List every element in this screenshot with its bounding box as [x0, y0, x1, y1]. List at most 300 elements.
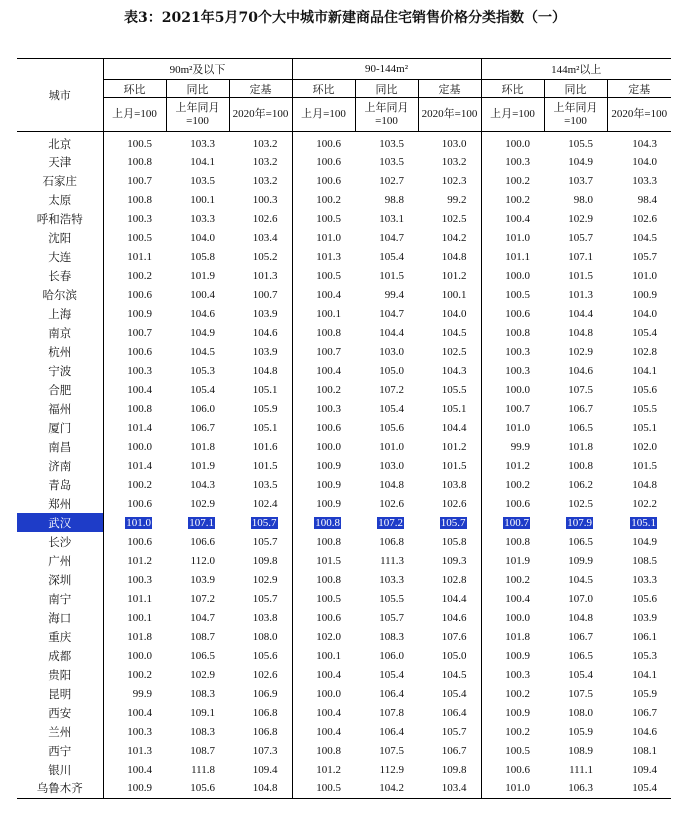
index-value [544, 361, 607, 380]
index-value-text: 103.9 [252, 307, 278, 320]
index-value-text: 106.4 [379, 687, 404, 700]
city-name: 呼和浩特 [17, 209, 103, 228]
index-value [103, 684, 166, 703]
index-value [292, 266, 355, 285]
index-value-text: 106.5 [190, 649, 215, 662]
index-value-text: 105.8 [441, 535, 467, 548]
index-value-text: 100.5 [316, 782, 341, 795]
index-value-text: 100.6 [127, 345, 152, 358]
index-value-text: 109.8 [252, 554, 278, 567]
index-value [481, 380, 544, 399]
index-value-text: 104.8 [568, 611, 594, 624]
index-value [229, 304, 292, 323]
index-value [481, 589, 544, 608]
header-city: 城市 [17, 59, 103, 132]
index-value [481, 703, 544, 722]
index-value-text: 108.1 [632, 744, 658, 757]
index-value [229, 589, 292, 608]
index-value-text: 102.9 [568, 212, 594, 225]
index-value-text: 100.2 [505, 193, 531, 206]
index-value [355, 551, 418, 570]
index-value-text: 106.5 [568, 421, 594, 434]
index-value [103, 399, 166, 418]
index-value-text: 105.4 [379, 668, 404, 681]
index-value [103, 608, 166, 627]
index-value [103, 494, 166, 513]
index-value-text: 106.6 [190, 535, 215, 548]
index-value-text: 100.0 [505, 611, 531, 624]
index-value [355, 456, 418, 475]
index-value [544, 532, 607, 551]
index-value-text: 100.0 [127, 440, 152, 453]
index-value-text: 105.6 [252, 649, 278, 662]
index-value-text: 102.6 [252, 668, 278, 681]
index-value-text: 100.4 [316, 706, 341, 719]
index-value [292, 342, 355, 361]
index-value [229, 456, 292, 475]
index-value [166, 494, 229, 513]
index-value-text: 105.7 [252, 592, 278, 605]
index-value-text: 101.4 [127, 421, 152, 434]
header-yoy: 同比 [355, 80, 418, 98]
index-value-text: 100.6 [127, 288, 152, 301]
index-value-text: 100.6 [505, 497, 531, 510]
table-row [17, 361, 671, 380]
index-value [544, 171, 607, 190]
index-value [103, 323, 166, 342]
index-value-text: 103.0 [441, 138, 467, 150]
index-value [418, 608, 481, 627]
index-value-text: 104.2 [379, 782, 404, 795]
index-value [166, 380, 229, 399]
index-value [607, 646, 671, 665]
index-value [607, 494, 671, 513]
index-value-text: 102.6 [632, 212, 658, 225]
index-value-text: 100.8 [127, 155, 152, 168]
index-value-text: 107.6 [441, 630, 467, 643]
index-value-text: 103.9 [252, 345, 278, 358]
city-name: 贵阳 [17, 665, 103, 684]
index-value-text: 100.4 [190, 288, 215, 301]
index-value [607, 665, 671, 684]
index-value [355, 171, 418, 190]
index-value [481, 475, 544, 494]
index-value-text: 103.4 [252, 231, 278, 244]
index-value [418, 190, 481, 209]
city-name: 石家庄 [17, 171, 103, 190]
index-value-text: 100.1 [316, 649, 341, 662]
index-value [292, 532, 355, 551]
index-value [166, 608, 229, 627]
index-value-text: 100.3 [252, 193, 278, 206]
index-value-text: 100.8 [505, 535, 531, 548]
index-value [544, 266, 607, 285]
index-value [418, 285, 481, 304]
index-value [166, 722, 229, 741]
index-value-text: 106.2 [568, 478, 594, 491]
index-value-text: 109.9 [568, 554, 594, 567]
index-value-text: 106.0 [379, 649, 404, 662]
index-value [355, 779, 418, 798]
index-value-text: 109.4 [632, 763, 658, 776]
index-value-text: 105.4 [632, 326, 658, 339]
index-value [103, 361, 166, 380]
index-value-text: 101.5 [632, 459, 658, 472]
index-value-text: 103.4 [441, 782, 467, 795]
index-value-text: 103.7 [568, 174, 594, 187]
index-value [103, 152, 166, 171]
index-value-text: 100.6 [316, 421, 341, 434]
index-value [166, 741, 229, 760]
index-value [166, 228, 229, 247]
city-name: 长沙 [17, 532, 103, 551]
index-value [544, 646, 607, 665]
city-name: 南京 [17, 323, 103, 342]
table-row [17, 741, 671, 760]
index-value-text: 100.4 [316, 725, 341, 738]
table-row [17, 323, 671, 342]
index-value [103, 304, 166, 323]
index-value-text: 101.5 [441, 459, 467, 472]
index-value [103, 209, 166, 228]
index-value [607, 722, 671, 741]
index-value-text: 104.7 [190, 611, 215, 624]
city-name: 沈阳 [17, 228, 103, 247]
index-value-text: 102.0 [316, 630, 341, 643]
index-value-text: 101.5 [568, 269, 594, 282]
index-value-text: 100.4 [127, 706, 152, 719]
index-value-text: 102.4 [252, 497, 278, 510]
index-value [292, 152, 355, 171]
index-value [481, 247, 544, 266]
index-value [544, 741, 607, 760]
index-value-text: 100.5 [127, 231, 152, 244]
index-value-text: 100.0 [505, 138, 531, 150]
index-value [355, 627, 418, 646]
index-value [229, 132, 292, 153]
header-yoy: 同比 [544, 80, 607, 98]
header-base-prev-year: 上年同月=100 [166, 98, 229, 132]
index-value-text: 104.8 [568, 326, 594, 339]
index-value [166, 665, 229, 684]
index-value-text: 104.1 [632, 364, 658, 377]
header-mom: 环比 [292, 80, 355, 98]
index-value [607, 608, 671, 627]
index-value [355, 532, 418, 551]
table-row [17, 779, 671, 798]
index-value-text: 107.2 [190, 592, 215, 605]
index-value-text: 109.1 [190, 706, 215, 719]
index-value [481, 570, 544, 589]
index-value [481, 304, 544, 323]
index-value-text: 100.9 [316, 459, 341, 472]
index-value-text: 100.0 [316, 440, 341, 453]
index-value [103, 418, 166, 437]
index-value [544, 323, 607, 342]
index-value-text: 101.9 [190, 269, 215, 282]
index-value-text: 100.9 [127, 782, 152, 795]
index-value-text: 100.3 [316, 402, 341, 415]
index-value-text: 104.5 [441, 326, 467, 339]
index-value [229, 418, 292, 437]
index-value-text: 102.0 [632, 440, 658, 453]
index-value-text: 100.2 [127, 668, 152, 681]
index-value-text: 104.0 [632, 307, 658, 320]
index-value [355, 399, 418, 418]
index-value [418, 323, 481, 342]
city-name: 宁波 [17, 361, 103, 380]
index-value-text: 106.4 [441, 706, 467, 719]
index-value-text: 100.0 [505, 383, 531, 396]
index-value-text: 104.6 [568, 364, 594, 377]
index-value [292, 665, 355, 684]
index-value-text: 100.2 [505, 174, 531, 187]
index-value [166, 532, 229, 551]
index-value [418, 266, 481, 285]
index-value-text: 100.3 [505, 668, 531, 681]
index-value-text: 105.4 [379, 402, 404, 415]
index-value [418, 152, 481, 171]
index-value [481, 684, 544, 703]
index-value [418, 551, 481, 570]
index-value [418, 627, 481, 646]
index-value [229, 380, 292, 399]
index-value-text: 106.3 [568, 782, 594, 795]
index-value [292, 209, 355, 228]
index-value [292, 456, 355, 475]
index-value [418, 456, 481, 475]
index-value-text: 102.7 [379, 174, 404, 187]
index-value [292, 399, 355, 418]
index-value-text: 98.0 [573, 193, 594, 206]
table-row [17, 646, 671, 665]
index-value-text: 104.4 [568, 307, 594, 320]
header-base: 定基 [418, 80, 481, 98]
table-row [17, 684, 671, 703]
index-value [418, 171, 481, 190]
index-value [355, 285, 418, 304]
index-value [481, 646, 544, 665]
index-value [229, 494, 292, 513]
index-value [229, 228, 292, 247]
index-value [418, 722, 481, 741]
index-value-text: 106.0 [190, 402, 215, 415]
index-value [103, 627, 166, 646]
index-value-text: 100.7 [505, 402, 531, 415]
index-value [355, 418, 418, 437]
table-row [17, 209, 671, 228]
index-value-text: 103.1 [379, 212, 404, 225]
index-value-text: 105.7 [441, 725, 467, 738]
index-value [418, 418, 481, 437]
index-value [229, 209, 292, 228]
index-value-text: 100.8 [127, 193, 152, 206]
index-value [607, 456, 671, 475]
city-name: 太原 [17, 190, 103, 209]
index-value [418, 665, 481, 684]
index-value-text: 99.9 [510, 440, 531, 453]
index-value-text: 101.8 [505, 630, 531, 643]
index-value-text: 101.6 [252, 440, 278, 453]
index-value-text: 107.5 [379, 744, 404, 757]
index-value [607, 380, 671, 399]
index-value-text: 105.5 [568, 138, 594, 150]
index-value-text: 100.3 [127, 364, 152, 377]
index-value [292, 190, 355, 209]
index-value [103, 132, 166, 153]
index-value [607, 741, 671, 760]
index-value [229, 608, 292, 627]
index-value [418, 437, 481, 456]
index-value [229, 152, 292, 171]
index-value [166, 646, 229, 665]
index-value-text: 104.7 [379, 231, 404, 244]
index-value [166, 266, 229, 285]
index-value [292, 228, 355, 247]
index-value-text: 100.5 [316, 269, 341, 282]
index-value [229, 171, 292, 190]
index-value [418, 475, 481, 494]
header-group-small: 90m²及以下 [103, 59, 292, 80]
index-value [166, 132, 229, 153]
index-value [607, 323, 671, 342]
index-value [103, 475, 166, 494]
index-value [481, 627, 544, 646]
index-value-text: 98.8 [384, 193, 404, 206]
index-value-text: 103.8 [441, 478, 467, 491]
city-name: 厦门 [17, 418, 103, 437]
index-value-text: 101.5 [252, 459, 278, 472]
index-value [607, 266, 671, 285]
table-row [17, 171, 671, 190]
index-value-text: 109.4 [252, 763, 278, 776]
index-value-text: 111.1 [569, 763, 594, 776]
index-value-text: 104.4 [441, 592, 467, 605]
index-value [355, 589, 418, 608]
index-value-text: 102.5 [568, 497, 594, 510]
index-value-text: 101.5 [316, 554, 341, 567]
city-name: 上海 [17, 304, 103, 323]
index-value-text: 104.8 [379, 478, 404, 491]
index-value [166, 285, 229, 304]
index-value [607, 361, 671, 380]
index-value [355, 132, 418, 153]
index-value-text: 107.0 [568, 592, 594, 605]
index-value [355, 608, 418, 627]
index-value-text: 103.2 [252, 138, 278, 150]
index-value [544, 513, 607, 532]
index-value [544, 304, 607, 323]
index-value-text: 106.8 [252, 725, 278, 738]
index-value [481, 779, 544, 798]
index-value [607, 532, 671, 551]
index-value-text: 104.0 [441, 307, 467, 320]
index-value [544, 399, 607, 418]
index-value [607, 779, 671, 798]
index-value [355, 494, 418, 513]
index-value [166, 361, 229, 380]
index-value-text: 106.1 [632, 630, 658, 643]
index-value-text: 100.5 [316, 592, 341, 605]
index-value [544, 570, 607, 589]
table-row [17, 342, 671, 361]
index-value-text: 101.8 [127, 630, 152, 643]
index-value [166, 779, 229, 798]
index-value [418, 570, 481, 589]
index-value-text: 107.1 [568, 250, 594, 263]
index-value [166, 342, 229, 361]
table-row [17, 494, 671, 513]
index-value-text: 100.8 [127, 402, 152, 415]
city-name: 哈尔滨 [17, 285, 103, 304]
index-value-text: 103.3 [632, 174, 658, 187]
index-value [166, 589, 229, 608]
index-value-text: 107.9 [567, 516, 593, 529]
index-value [292, 684, 355, 703]
index-value-text: 100.4 [316, 668, 341, 681]
index-value-text: 103.2 [441, 155, 467, 168]
index-value-text: 104.5 [568, 573, 594, 586]
table-row [17, 475, 671, 494]
index-value-text: 101.0 [379, 440, 404, 453]
index-value-text: 103.5 [252, 478, 278, 491]
index-value-text: 108.0 [252, 630, 278, 643]
index-value [481, 760, 544, 779]
index-value [607, 437, 671, 456]
index-value-text: 103.0 [379, 345, 404, 358]
index-value [481, 152, 544, 171]
index-value-text: 101.1 [127, 250, 152, 263]
index-value-text: 100.2 [127, 269, 152, 282]
index-value-text: 103.5 [379, 155, 404, 168]
index-value-text: 108.3 [190, 725, 215, 738]
index-value-text: 100.6 [127, 497, 152, 510]
header-group-medium: 90-144m² [292, 59, 481, 80]
index-value-text: 108.5 [632, 554, 658, 567]
index-value-text: 100.9 [316, 497, 341, 510]
index-value [166, 418, 229, 437]
index-value-text: 104.9 [568, 155, 594, 168]
index-value-text: 106.9 [252, 687, 278, 700]
index-value [103, 171, 166, 190]
city-name: 昆明 [17, 684, 103, 703]
index-value [481, 323, 544, 342]
index-value [481, 228, 544, 247]
index-value [292, 171, 355, 190]
city-name: 福州 [17, 399, 103, 418]
index-value-text: 102.8 [632, 345, 658, 358]
index-value-text: 100.9 [505, 649, 531, 662]
index-value [481, 456, 544, 475]
header-base-prev-month: 上月=100 [292, 98, 355, 132]
index-value-text: 102.9 [190, 497, 215, 510]
index-value-text: 100.1 [316, 307, 341, 320]
index-value [292, 475, 355, 494]
table-row [17, 247, 671, 266]
index-value-text: 102.5 [441, 345, 467, 358]
index-value [229, 570, 292, 589]
index-value-text: 100.3 [505, 364, 531, 377]
index-value [103, 589, 166, 608]
index-value [103, 380, 166, 399]
index-value-text: 101.0 [505, 421, 531, 434]
index-value-text: 100.8 [316, 535, 341, 548]
header-base-2020: 2020年=100 [607, 98, 671, 132]
index-value-text: 100.6 [505, 307, 531, 320]
index-value-text: 102.5 [441, 212, 467, 225]
table-row [17, 722, 671, 741]
index-value-text: 106.7 [568, 402, 594, 415]
